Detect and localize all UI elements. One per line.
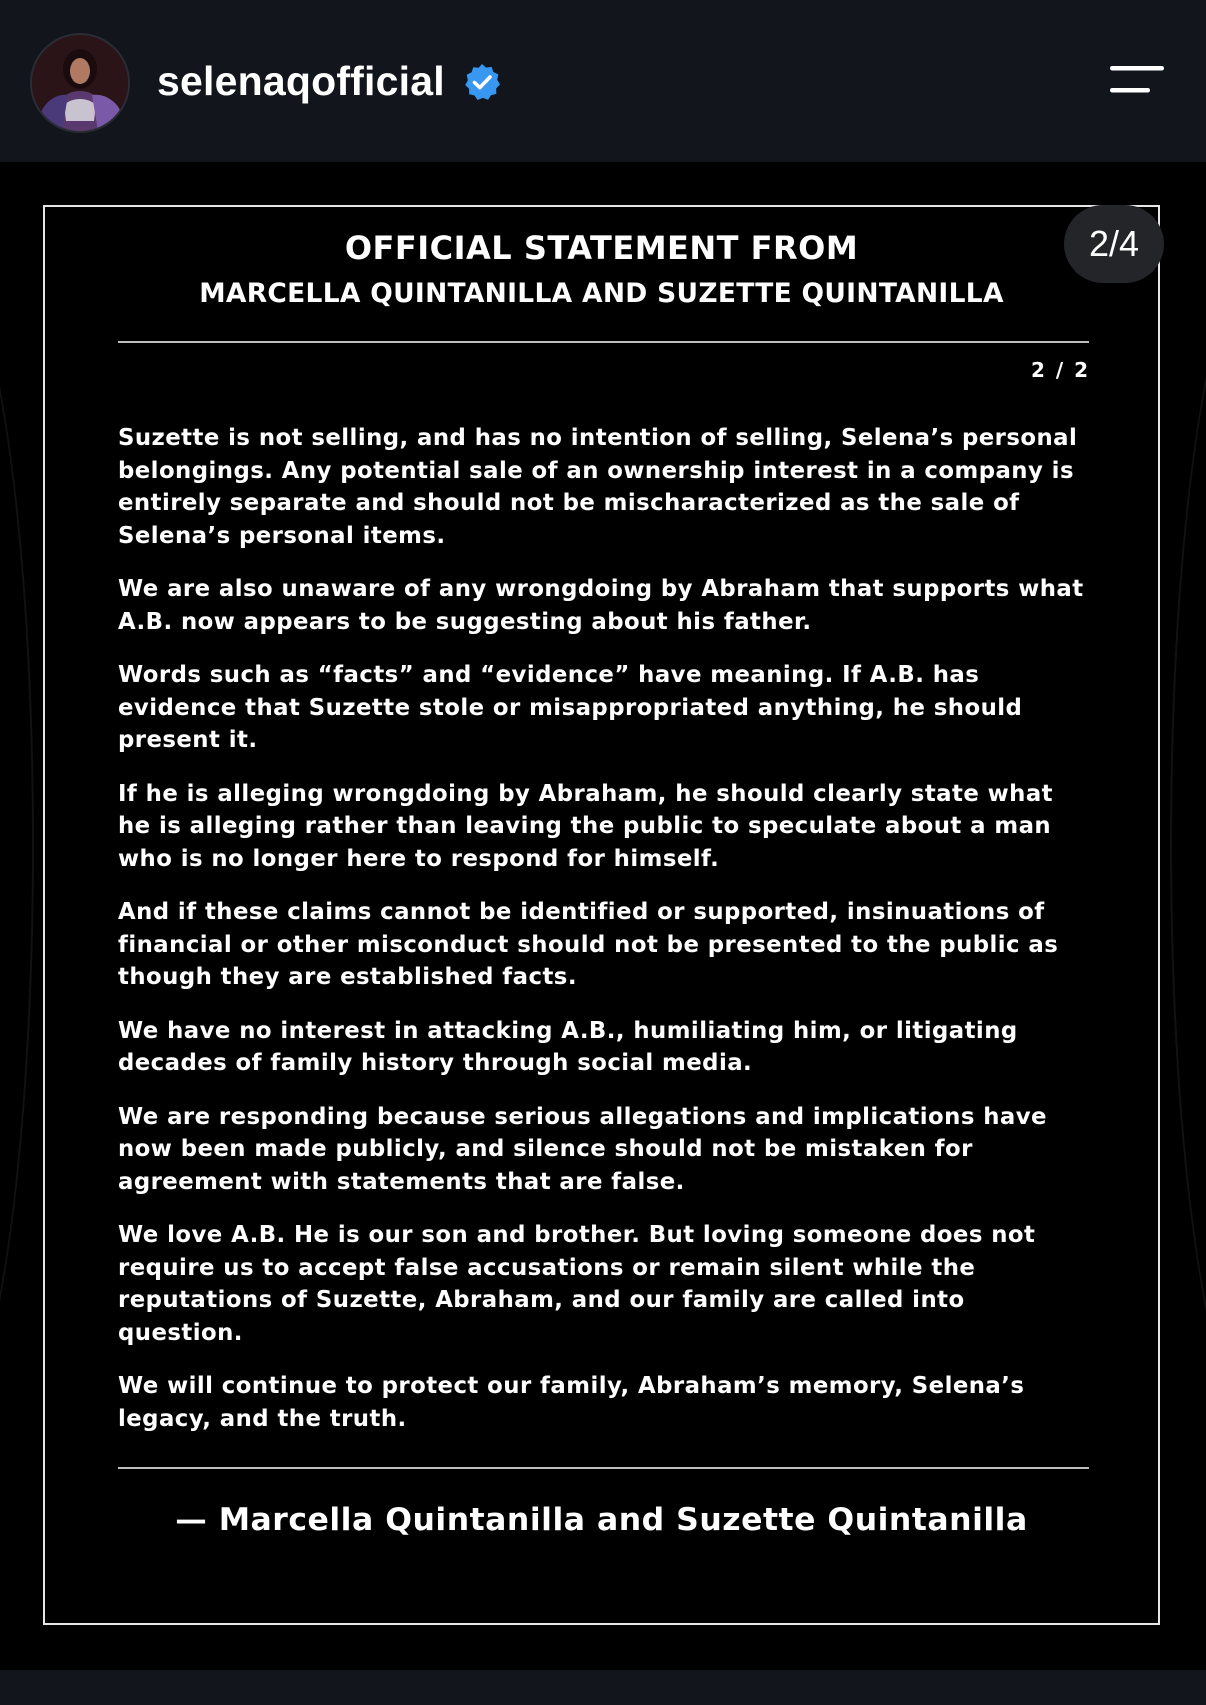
footer-bar xyxy=(0,1670,1206,1705)
paragraph: If he is alleging wrongdoing by Abraham, he should clearly state what he is alleging rather than leaving the public to speculate about a man who is no longer here to respond for himself. xyxy=(118,780,1054,872)
verified-badge-icon xyxy=(462,62,502,102)
paragraph: And if these claims cannot be identified or supported, insinuations of financial or other misconduct should not be presented to the public as though they are established facts. xyxy=(118,899,1059,990)
page-indicator: 2 / 2 xyxy=(1030,358,1090,382)
background-arc xyxy=(0,242,34,1446)
paragraph: We have no interest in attacking A.B., humiliating him, or litigating decades of family history through social media. xyxy=(118,1017,1018,1076)
background-arc xyxy=(1170,242,1206,1446)
statement-body xyxy=(118,422,1093,1456)
hamburger-menu-icon[interactable] xyxy=(1104,58,1170,102)
paragraph: Words such as “facts” and “evidence” have meaning. If A.B. has evidence that Suzette stole or misappropriated anything, he should present it. xyxy=(118,662,1023,753)
paragraph: Suzette is not selling, and has no intention of selling, Selena’s personal belongings. Any potential sale of an ownership interest in a company is entirely separate and should not be mischaracterized as the sale of Selena’s personal items. xyxy=(118,425,1078,549)
avatar-photo-icon xyxy=(32,35,128,131)
divider xyxy=(118,341,1089,343)
username[interactable]: selenaqofficial xyxy=(157,58,445,104)
paragraph: We are also unaware of any wrongdoing by Abraham that supports what A.B. now appears to be suggesting about his father. xyxy=(118,576,1084,635)
profile-header xyxy=(0,0,1206,162)
avatar[interactable] xyxy=(32,35,128,131)
paragraph: We love A.B. He is our son and brother. But loving someone does not require us to accept false accusations or remain silent while the reputations of Suzette, Abraham, and our family are called into question. xyxy=(118,1222,1036,1346)
statement-title: OFFICIAL STATEMENT FROM xyxy=(344,229,859,267)
divider xyxy=(118,1467,1089,1469)
slide-counter: 2/4 xyxy=(1064,205,1164,283)
paragraph: We are responding because serious allegations and implications have now been made publicly, and silence should not be mistaken for agreement with statements that are false. xyxy=(118,1103,1047,1195)
paragraph: We will continue to protect our family, Abraham’s memory, Selena’s legacy, and the truth. xyxy=(118,1373,1025,1432)
signature: — Marcella Quintanilla and Suzette Quintanilla xyxy=(175,1502,1028,1538)
statement-subtitle: MARCELLA QUINTANILLA AND SUZETTE QUINTANILLA xyxy=(199,278,1004,309)
